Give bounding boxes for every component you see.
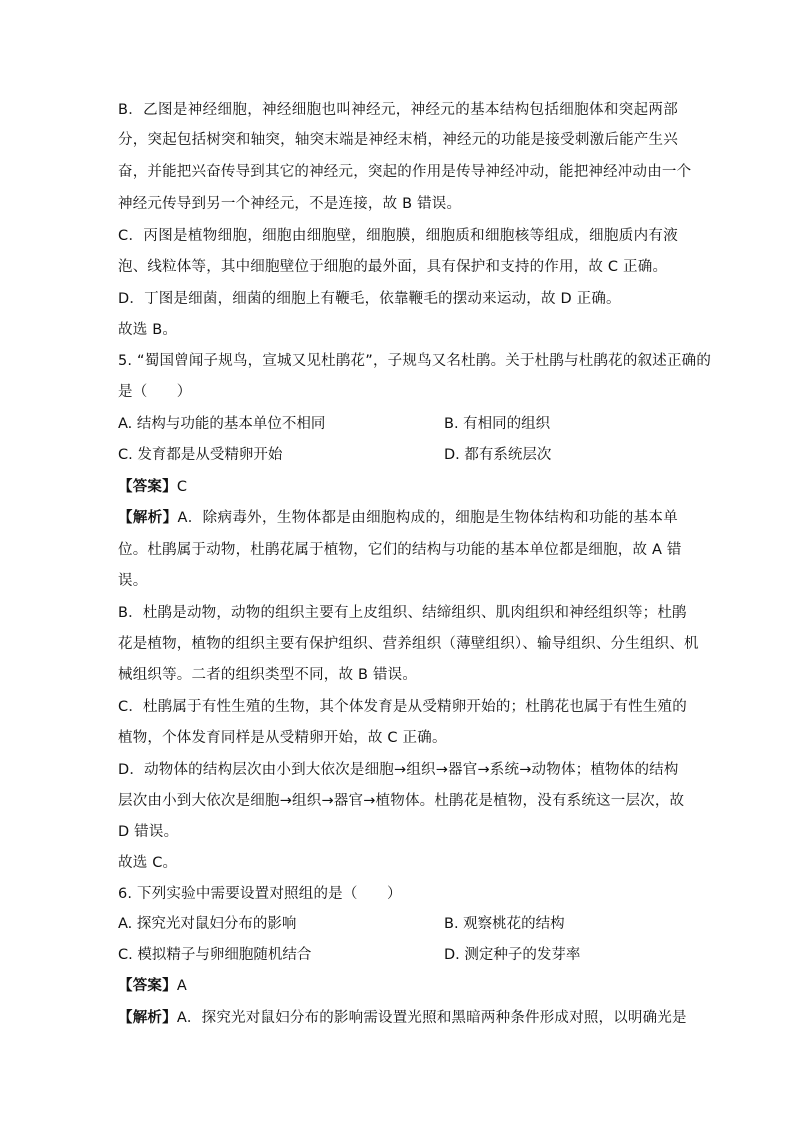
text-line: 泡、线粒体等，其中细胞壁位于细胞的最外面，具有保护和支持的作用，故 C 正确。 bbox=[118, 259, 668, 275]
q6-answer bbox=[118, 976, 187, 996]
q5-option-b: B. 有相同的组织 bbox=[444, 416, 551, 432]
text-line: 故选 C。 bbox=[118, 855, 178, 871]
analysis-tag: 【解析】 bbox=[118, 1010, 177, 1026]
q6-option-c: C. 模拟精子与卵细胞随机结合 bbox=[118, 947, 312, 963]
q5-option-a: A. 结构与功能的基本单位不相同 bbox=[118, 416, 326, 432]
text-line: 奋，并能把兴奋传导到其它的神经元，突起的作用是传导神经冲动，能把神经冲动由一个 bbox=[118, 164, 692, 180]
text-line: 械组织等。二者的组织类型不同，故 B 错误。 bbox=[118, 667, 418, 683]
text-line: 误。 bbox=[118, 573, 148, 589]
text-line: 分，突起包括树突和轴突，轴突末端是神经末梢，神经元的功能是接受刺激后能产生兴 bbox=[118, 132, 678, 148]
q5-analysis bbox=[118, 508, 678, 528]
text-line: 植物，个体发育同样是从受精卵开始，故 C 正确。 bbox=[118, 730, 447, 746]
q5-answer bbox=[118, 477, 187, 497]
question-5-stem: 是（ ） bbox=[118, 384, 192, 400]
text-line: D．动物体的结构层次由小到大依次是细胞→组织→器官→系统→动物体；植物体的结构 bbox=[118, 762, 679, 778]
q6-analysis bbox=[118, 1008, 687, 1028]
analysis-tag: 【解析】 bbox=[118, 510, 178, 526]
q6-option-d: D. 测定种子的发芽率 bbox=[444, 947, 581, 963]
answer-tag: 【答案】 bbox=[118, 479, 177, 495]
text-line: 层次由小到大依次是细胞→组织→器官→植物体。杜鹃花是植物，没有系统这一层次，故 bbox=[118, 793, 685, 809]
analysis-text: A．探究光对鼠妇分布的影响需设置光照和黑暗两种条件形成对照，以明确光是 bbox=[176, 1010, 687, 1026]
text-line: D．丁图是细菌，细菌的细胞上有鞭毛，依靠鞭毛的摆动来运动，故 D 正确。 bbox=[118, 291, 621, 307]
text-line: C．杜鹃属于有性生殖的生物，其个体发育是从受精卵开始的；杜鹃花也属于有性生殖的 bbox=[118, 699, 687, 715]
question-5-stem: 5. “蜀国曾闻子规鸟，宣城又见杜鹃花”，子规鸟又名杜鹃。关于杜鹃与杜鹃花的叙述正确的 bbox=[118, 353, 712, 369]
text-line: C．丙图是植物细胞，细胞由细胞壁，细胞膜，细胞质和细胞核等组成，细胞质内有液 bbox=[118, 228, 678, 244]
text-line: 花是植物，植物的组织主要有保护组织、营养组织（薄壁组织）、输导组织、分生组织、机 bbox=[118, 636, 699, 652]
q6-option-b: B. 观察桃花的结构 bbox=[444, 916, 565, 932]
analysis-text: A．除病毒外，生物体都是由细胞构成的，细胞是生物体结构和功能的基本单 bbox=[177, 510, 678, 526]
text-line: B．乙图是神经细胞，神经细胞也叫神经元，神经元的基本结构包括细胞体和突起两部 bbox=[118, 102, 678, 118]
answer-tag: 【答案】 bbox=[118, 978, 177, 994]
question-6-stem: 6. 下列实验中需要设置对照组的是（ ） bbox=[118, 886, 402, 902]
text-line: 神经元传导到另一个神经元，不是连接，故 B 错误。 bbox=[118, 196, 462, 212]
q6-option-a: A. 探究光对鼠妇分布的影响 bbox=[118, 916, 297, 932]
answer-value: C bbox=[176, 479, 188, 495]
text-line: 位。杜鹃属于动物，杜鹃花属于植物，它们的结构与功能的基本单位都是细胞，故 A 错 bbox=[118, 542, 682, 558]
answer-value: A bbox=[176, 978, 187, 994]
text-line: B．杜鹃是动物，动物的组织主要有上皮组织、结缔组织、肌肉组织和神经组织等；杜鹃 bbox=[118, 605, 687, 621]
text-line: 故选 B。 bbox=[118, 322, 178, 338]
text-line: D 错误。 bbox=[118, 824, 179, 840]
q5-option-c: C. 发育都是从受精卵开始 bbox=[118, 447, 283, 463]
q5-option-d: D. 都有系统层次 bbox=[444, 447, 552, 463]
